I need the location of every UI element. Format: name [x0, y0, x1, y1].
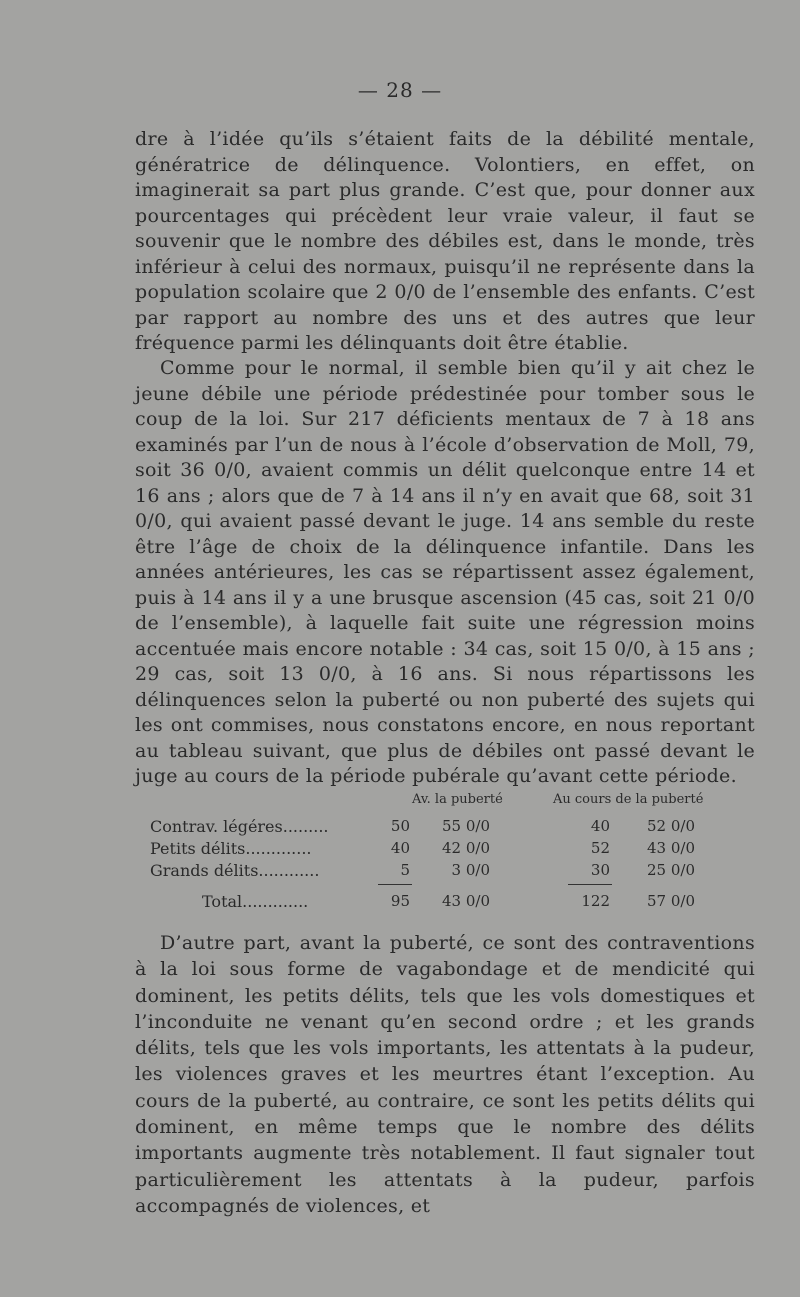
cell-during-count: 30 [590, 861, 610, 879]
cell-during-count: 52 [590, 839, 610, 857]
page-number: — 28 — [357, 78, 443, 102]
cell-during-count: 40 [590, 817, 610, 835]
cell-before-percent: 3 0/0 [451, 861, 490, 879]
cell-before-count: 5 [400, 861, 410, 879]
paragraph-2: Comme pour le normal, il semble bien qu’il y ait chez le jeune débile une période prédestinée pour tomber sous le coup de la loi. Sur 217 déficients mentaux de 7 à 18 ans examinés par l’un de nous à l’école d’observation de Moll, 79, soit 36 0/0, avaient commis un délit quelconque entre 14 et 16 ans ; alors que de 7 à 14 ans il n’y en avait que 68, soit 31 0/0, qui avaient passé devant le juge. 14 ans semble du reste être l’âge de choix de la délinquence infantile. Dans les années antérieures, les cas se répartissent assez également, puis à 14 ans il y a une brusque ascension (45 cas, soit 21 0/0 de l’ensemble), à laquelle fait suite une régression moins accentuée mais encore notable : 34 cas, soit 15 0/0, à 15 ans ; 29 cas, soit 13 0/0, à 16 ans. Si nous répartissons les délinquences selon la puberté ou non puberté des sujets qui les ont commises, nous constatons encore, en nous reportant au tableau suivant, que plus de débiles ont passé devant le juge au cours de la période pubérale qu’avant cette période. [135, 357, 755, 787]
paragraph-1: dre à l’idée qu’ils s’étaient faits de la débilité mentale, génératrice de délinquence. Volontiers, en effet, on imaginerait sa part plus grande. C’est que, pour donner aux pourcentages qui précèdent leur vraie valeur, il faut se souvenir que le nombre des débiles est, dans le monde, très inférieur à celui des normaux, puisqu’il ne représente dans la population scolaire que 2 0/0 de l’ensemble des enfants. C’est par rapport au nombre des uns et des autres que leur fréquence parmi les délinquants doit être établie. [135, 128, 755, 354]
cell-before-percent: 42 0/0 [442, 839, 490, 857]
cell-before-percent: 55 0/0 [442, 817, 490, 835]
sum-rule-before [378, 884, 412, 885]
total-before-count: 95 [390, 892, 410, 910]
sum-rule-during [568, 884, 612, 885]
row-label: Contrav. légéres......... [150, 817, 329, 836]
paragraph-3: D’autre part, avant la puberté, ce sont des contraventions à la loi sous forme de vagabondage et de mendicité qui dominent, les petits délits, tels que les vols domestiques et l’inconduite ne venant qu’en second ordre ; et les grands délits, tels que les vols importants, les attentats à la pudeur, les violences graves et les meurtres étant l’exception. Au cours de la puberté, au contraire, ce sont les petits délits qui dominent, en même temps que le nombre des délits importants augmente très notablement. Il faut signaler tout particulièrement les attentats à la pudeur, parfois accompagnés de violences, et [135, 932, 755, 1217]
cell-during-percent: 52 0/0 [647, 817, 695, 835]
cell-during-percent: 25 0/0 [647, 861, 695, 879]
delinquency-table [150, 792, 730, 917]
header-before-puberty: Av. la puberté [412, 792, 503, 807]
total-during-percent: 57 0/0 [647, 892, 695, 910]
header-during-puberty: Au cours de la puberté [553, 792, 704, 807]
cell-during-percent: 43 0/0 [647, 839, 695, 857]
total-before-percent: 43 0/0 [442, 892, 490, 910]
row-label: Petits délits............. [150, 839, 312, 858]
total-label: Total............. [202, 892, 309, 911]
cell-before-count: 40 [390, 839, 410, 857]
cell-before-count: 50 [390, 817, 410, 835]
total-during-count: 122 [581, 892, 610, 910]
row-label: Grands délits............ [150, 861, 320, 880]
